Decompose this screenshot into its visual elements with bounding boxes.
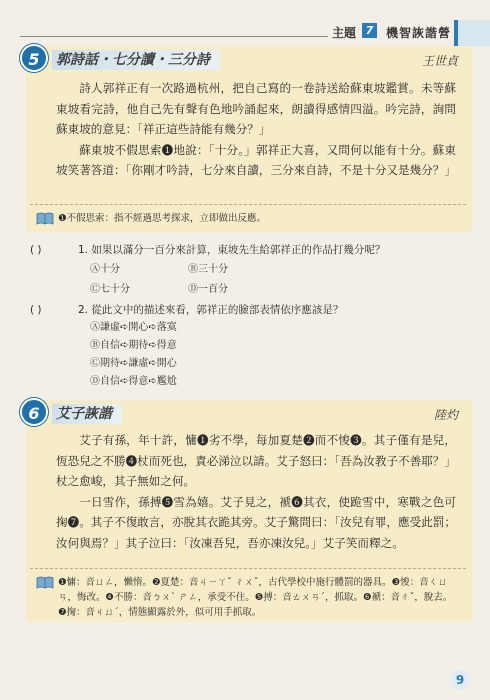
section-5-author: 王世貞 bbox=[421, 54, 458, 68]
question-1 bbox=[30, 242, 450, 306]
section-5-title: 郭詩話・七分讀・三分詩 bbox=[52, 50, 220, 70]
section-6-footnote bbox=[30, 568, 466, 626]
question-2-option-c[interactable]: Ⓒ期待➪謙虛➪開心 bbox=[90, 358, 177, 369]
section-5-paragraph: 蘇東坡不假思索❶地說：「十分。」郭祥正大喜，又問何以能有十分。蘇東坡笑著答道：「你剛才吟詩，七分來自讀，三分來自詩，不是十分又是幾分？」 bbox=[56, 142, 456, 177]
section-6-paragraph: 艾子有孫，年十許，慵❶劣不學，每加夏楚❷而不悛❸。其子僅有是兒，恆恐兒之不勝❹杖而死也，責必涕泣以請。艾子怒曰：「吾為汝教子不善耶？」杖之愈峻，其子無如之何。 bbox=[56, 433, 456, 488]
section-6-footnote-text: ❶慵：音ㄩㄥ，懶惰。❷夏楚：音ㄐㄧㄚˇ ㄔㄨˇ，古代學校中施行體罰的器具。❸悛：音ㄑㄩㄢ，悔改。❹不勝：音ㄅㄨˋ ㄕㄥ，承受不住。❺搏：音ㄊㄨㄢˊ，抓取。❻褫：音ㄔˇ，脫去。❼掬：音ㄐㄩˊ，情態顯露於外，似可用手抓取。 bbox=[58, 577, 453, 618]
header-topic-label: 主題 bbox=[332, 26, 357, 40]
section-5-heading bbox=[26, 46, 472, 72]
question-1-option-c[interactable]: Ⓒ七十分 bbox=[90, 284, 130, 295]
section-5-number-badge: 5 bbox=[20, 44, 48, 72]
page-header bbox=[0, 14, 490, 40]
section-5-box bbox=[26, 46, 472, 232]
question-2-text: 2. 從此文中的描述來看，郭祥正的臉部表情依序應該是？ bbox=[78, 304, 344, 316]
section-6-heading bbox=[26, 400, 472, 426]
page-number: 9 bbox=[450, 669, 470, 691]
header-topic-number: 7 bbox=[362, 23, 377, 38]
section-6-title: 艾子詼諧 bbox=[52, 404, 122, 424]
section-6-paragraph: 一日雪作，孫搏❺雪為嬉。艾子見之，褫❻其衣，使跪雪中，寒戰之色可掬❼。其子不復敢言，亦脫其衣跪其旁。艾子驚問曰：「汝兒有罪，應受此罰；汝何與焉？」其子泣曰：「汝凍吾兒，吾亦凍汝兒。」艾子笑而釋之。 bbox=[56, 494, 456, 550]
open-book-icon bbox=[36, 576, 54, 589]
question-2 bbox=[30, 302, 450, 394]
question-1-option-b[interactable]: Ⓑ三十分 bbox=[188, 264, 228, 275]
section-5-footnote-text: ❶不假思索：指不經過思考探求，立即做出反應。 bbox=[58, 213, 267, 224]
section-5-footnote bbox=[30, 204, 466, 232]
answer-blank[interactable]: ( ) bbox=[30, 304, 42, 316]
section-6-author: 陸灼 bbox=[433, 408, 458, 422]
question-2-option-a[interactable]: Ⓐ謙虛➪開心➪落寞 bbox=[90, 322, 177, 333]
section-6-box bbox=[26, 400, 472, 622]
header-unit-title: 機智詼諧營 bbox=[386, 26, 452, 40]
question-2-option-d[interactable]: Ⓓ自信➪得意➪尷尬 bbox=[90, 376, 177, 387]
answer-blank[interactable]: ( ) bbox=[30, 244, 42, 256]
header-rule bbox=[20, 36, 328, 37]
question-2-option-b[interactable]: Ⓑ自信➪期待➪得意 bbox=[90, 340, 177, 351]
open-book-icon bbox=[36, 212, 54, 225]
question-1-option-a[interactable]: Ⓐ十分 bbox=[90, 264, 120, 275]
section-6-number-badge: 6 bbox=[20, 398, 48, 426]
section-5-text bbox=[56, 78, 456, 181]
section-6-text bbox=[56, 430, 456, 553]
question-1-option-d[interactable]: Ⓓ一百分 bbox=[188, 284, 228, 295]
section-5-paragraph: 詩人郭祥正有一次路過杭州，把自己寫的一卷詩送給蘇東坡鑑賞。未等蘇東坡看完詩，他自己先有聲有色地吟誦起來，朗讀得感情四溢。吟完詩，詢問蘇東坡的意見：「祥正這些詩能有幾分？」 bbox=[56, 81, 456, 136]
header-tab bbox=[454, 20, 490, 46]
question-1-text: 1. 如果以滿分一百分來計算，東坡先生給郭祥正的作品打幾分呢？ bbox=[78, 244, 386, 256]
